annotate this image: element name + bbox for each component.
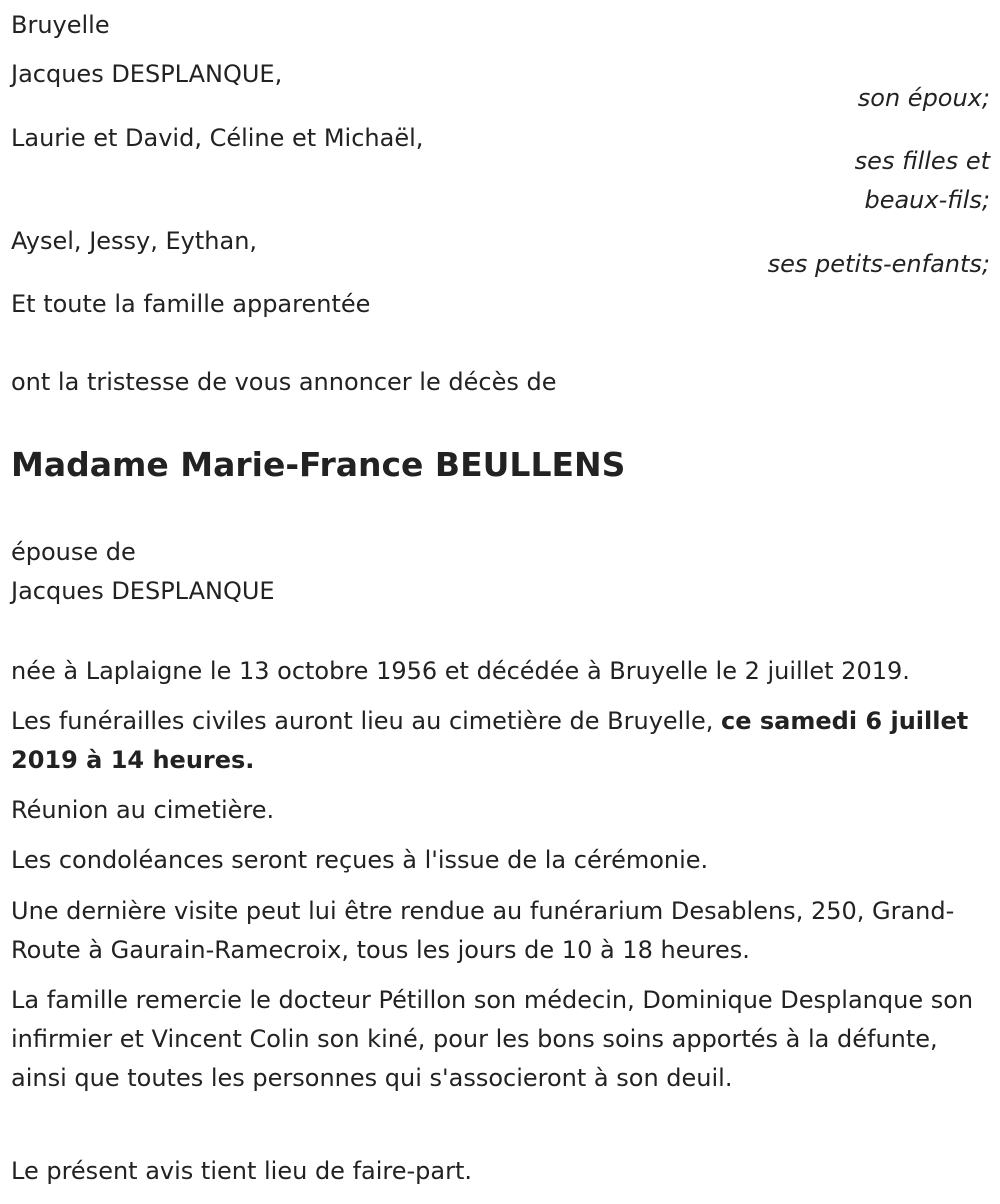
announcement-text: ont la tristesse de vous annoncer le décès de	[11, 368, 557, 396]
children-role-line1: ses filles et	[854, 147, 990, 175]
meeting-text: Réunion au cimetière.	[11, 796, 275, 824]
location-text: Bruyelle	[11, 11, 110, 39]
notice-text: Le présent avis tient lieu de faire-part.	[11, 1157, 473, 1185]
funeral-text: Les funérailles civiles auront lieu au cimetière de Bruyelle,	[11, 707, 722, 735]
visit-text: Une dernière visite peut lui être rendue au funérarium Desablens, 250, Grand-Route à Gaurain-Ramecroix, tous les jours de 10 à 18 heures.	[11, 897, 955, 964]
relatives-text: Et toute la famille apparentée	[11, 290, 371, 318]
condolences-text: Les condoléances seront reçues à l'issue de la cérémonie.	[11, 846, 709, 874]
grandchildren-role: ses petits-enfants;	[767, 250, 990, 278]
funeral-date: ce samedi 6 juillet 2019 à 14 heures.	[11, 707, 969, 774]
grandchildren-names: Aysel, Jessy, Eythan,	[11, 227, 258, 255]
spouse-of-label: épouse de	[11, 538, 136, 566]
birth-death-text: née à Laplaigne le 13 octobre 1956 et décédée à Bruyelle le 2 juillet 2019.	[11, 657, 910, 685]
children-role-line2: beaux-fils;	[864, 186, 990, 214]
spouse-of-name: Jacques DESPLANQUE	[11, 577, 275, 605]
deceased-name: Madame Marie-France BEULLENS	[11, 445, 626, 484]
funeral-paragraph	[11, 702, 986, 780]
spouse-name: Jacques DESPLANQUE,	[11, 60, 283, 88]
children-names: Laurie et David, Céline et Michaël,	[11, 124, 424, 152]
spouse-role: son époux;	[857, 84, 990, 112]
thanks-text: La famille remercie le docteur Pétillon son médecin, Dominique Desplanque son infirmier et Vincent Colin son kiné, pour les bons soins apportés à la défunte, ainsi que toutes les personnes qui s'associeront à son deuil.	[11, 986, 974, 1092]
